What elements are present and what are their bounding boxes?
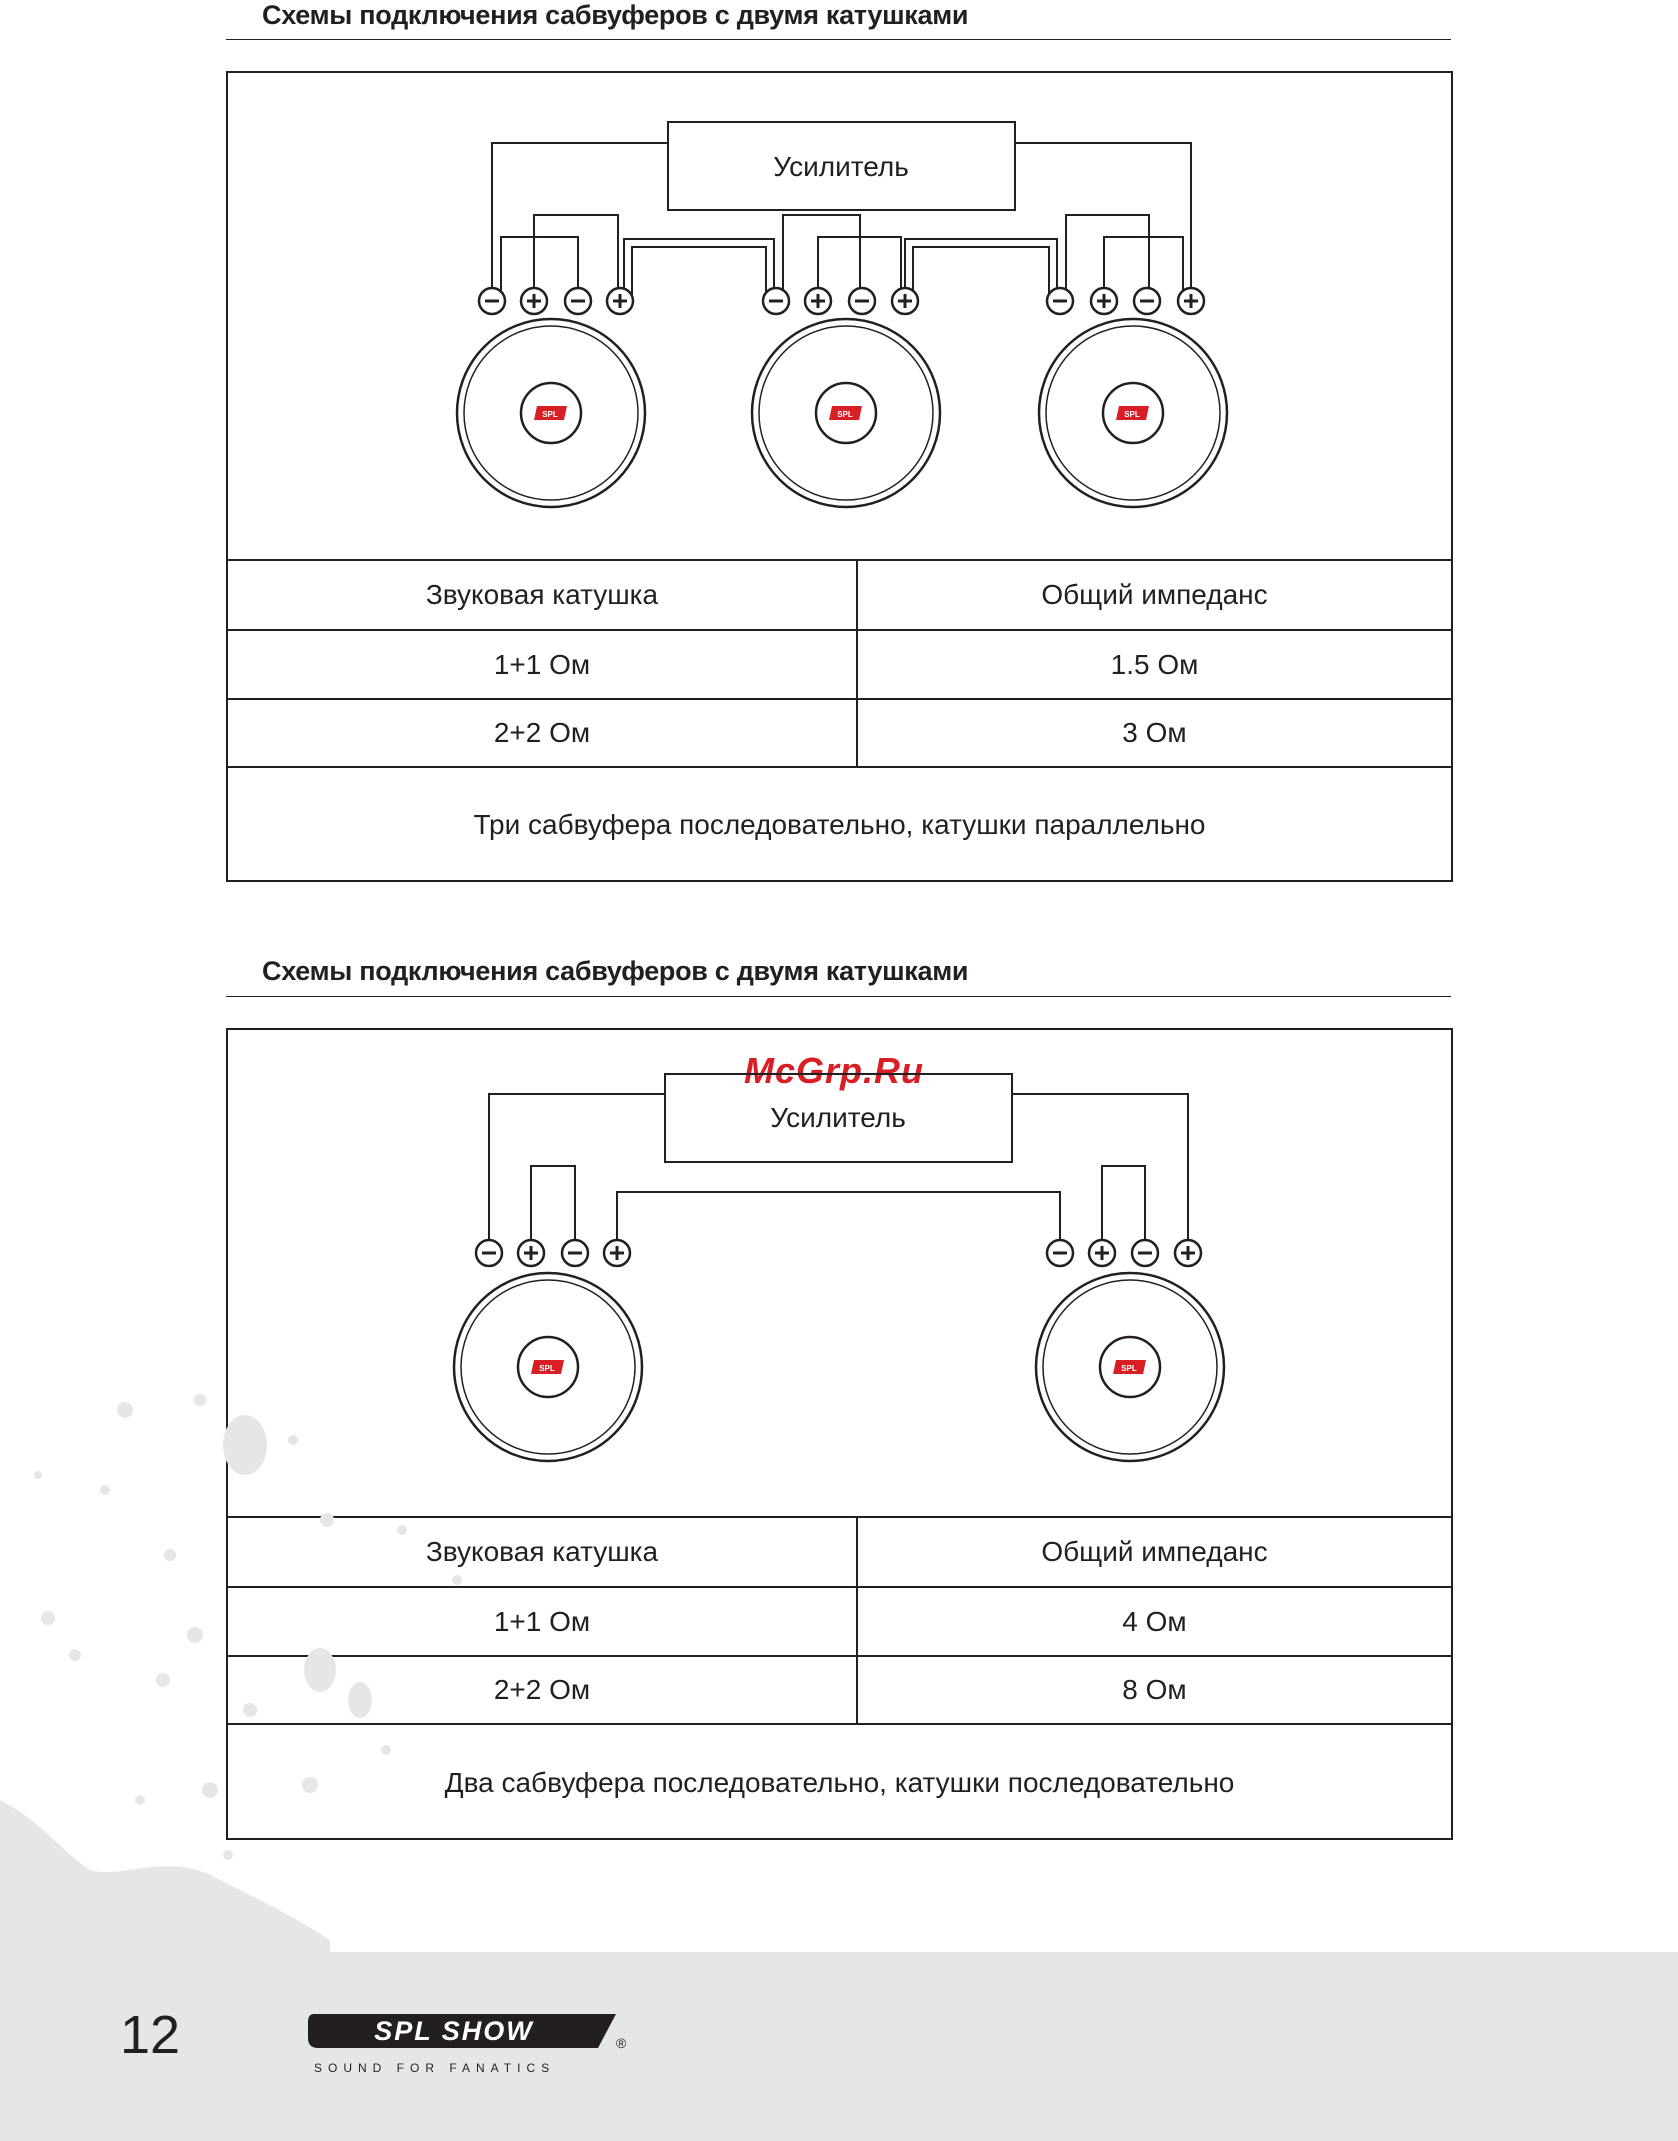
diagram-caption: Три сабвуфера последовательно, катушки параллельно: [228, 766, 1451, 882]
impedance-value: 1.5 Ом: [1110, 649, 1199, 680]
table-row: [228, 698, 1451, 766]
coil-value: 1+1 Ом: [228, 1588, 858, 1656]
section-1-title: Схемы подключения сабвуферов с двумя катушками: [262, 0, 969, 30]
terminal-plus-icon: [521, 288, 547, 314]
terminal-plus-icon: [1089, 1240, 1115, 1266]
spl-show-brand-logo: [306, 2012, 626, 2097]
impedance-value: 3 Ом: [1122, 717, 1187, 748]
svg-text:SPL: SPL: [837, 410, 853, 419]
header-impedance: Общий импеданс: [1041, 1536, 1268, 1567]
impedance-value: 4 Ом: [1122, 1606, 1187, 1637]
amplifier-label: Усилитель: [770, 1102, 906, 1133]
amplifier-label: Усилитель: [773, 151, 909, 182]
impedance-value: 8 Ом: [1122, 1674, 1187, 1705]
section-1-title-rule: [226, 39, 1451, 40]
terminal-minus-icon: [479, 288, 505, 314]
wiring-panel-1: [226, 71, 1453, 882]
terminal-minus-icon: [1132, 1240, 1158, 1266]
registered-mark: ®: [616, 2035, 626, 2051]
terminal-plus-icon: [805, 288, 831, 314]
speaker-1: [457, 288, 645, 507]
table-header-row: [228, 559, 1451, 629]
terminal-minus-icon: [565, 288, 591, 314]
brand-name: SPL SHOW: [374, 2016, 534, 2046]
section-2-title: Схемы подключения сабвуферов с двумя катушками: [262, 956, 969, 986]
coil-value: 2+2 Ом: [228, 1657, 858, 1723]
coil-value: 1+1 Ом: [228, 631, 858, 699]
svg-text:SPL: SPL: [539, 1364, 555, 1373]
terminal-minus-icon: [1134, 288, 1160, 314]
diagram-caption: Два сабвуфера последовательно, катушки последовательно: [228, 1723, 1451, 1840]
speaker-2: [752, 288, 940, 507]
header-coil: Звуковая катушка: [228, 561, 858, 629]
terminal-plus-icon: [518, 1240, 544, 1266]
table-row: [228, 629, 1451, 699]
page-number: 12: [120, 2005, 181, 2065]
terminal-minus-icon: [476, 1240, 502, 1266]
terminal-plus-icon: [604, 1240, 630, 1266]
wiring-diagram-1: [228, 73, 1451, 559]
svg-text:SPL: SPL: [542, 410, 558, 419]
spl-show-logo-icon: [534, 406, 567, 420]
svg-text:SPL: SPL: [1124, 410, 1140, 419]
header-impedance: Общий импеданс: [1041, 579, 1268, 610]
terminal-minus-icon: [849, 288, 875, 314]
spl-show-logo-icon: [531, 1360, 564, 1374]
terminal-plus-icon: [1175, 1240, 1201, 1266]
terminal-plus-icon: [1091, 288, 1117, 314]
coil-value: 2+2 Ом: [228, 700, 858, 766]
terminal-plus-icon: [1178, 288, 1204, 314]
spl-show-logo-icon: [829, 406, 862, 420]
speaker-3: [1039, 288, 1227, 507]
watermark: McGrp.Ru: [744, 1050, 925, 1091]
speaker-2: [1036, 1240, 1224, 1461]
svg-text:SPL: SPL: [1121, 1364, 1137, 1373]
terminal-minus-icon: [763, 288, 789, 314]
terminal-plus-icon: [607, 288, 633, 314]
terminal-minus-icon: [1047, 1240, 1073, 1266]
paint-splash-decoration: [0, 1380, 560, 1960]
spl-show-logo-icon: [1116, 406, 1149, 420]
page-footer: [0, 1952, 1678, 2141]
spl-show-logo-icon: [306, 2012, 626, 2092]
wiring-diagram-1-svg: [228, 73, 1451, 559]
terminal-minus-icon: [562, 1240, 588, 1266]
spl-show-logo-icon: [1113, 1360, 1146, 1374]
terminal-minus-icon: [1047, 288, 1073, 314]
header-coil: Звуковая катушка: [228, 1518, 858, 1586]
section-2-title-rule: [226, 996, 1451, 997]
terminal-plus-icon: [892, 288, 918, 314]
brand-tagline: SOUND FOR FANATICS: [314, 2061, 556, 2075]
